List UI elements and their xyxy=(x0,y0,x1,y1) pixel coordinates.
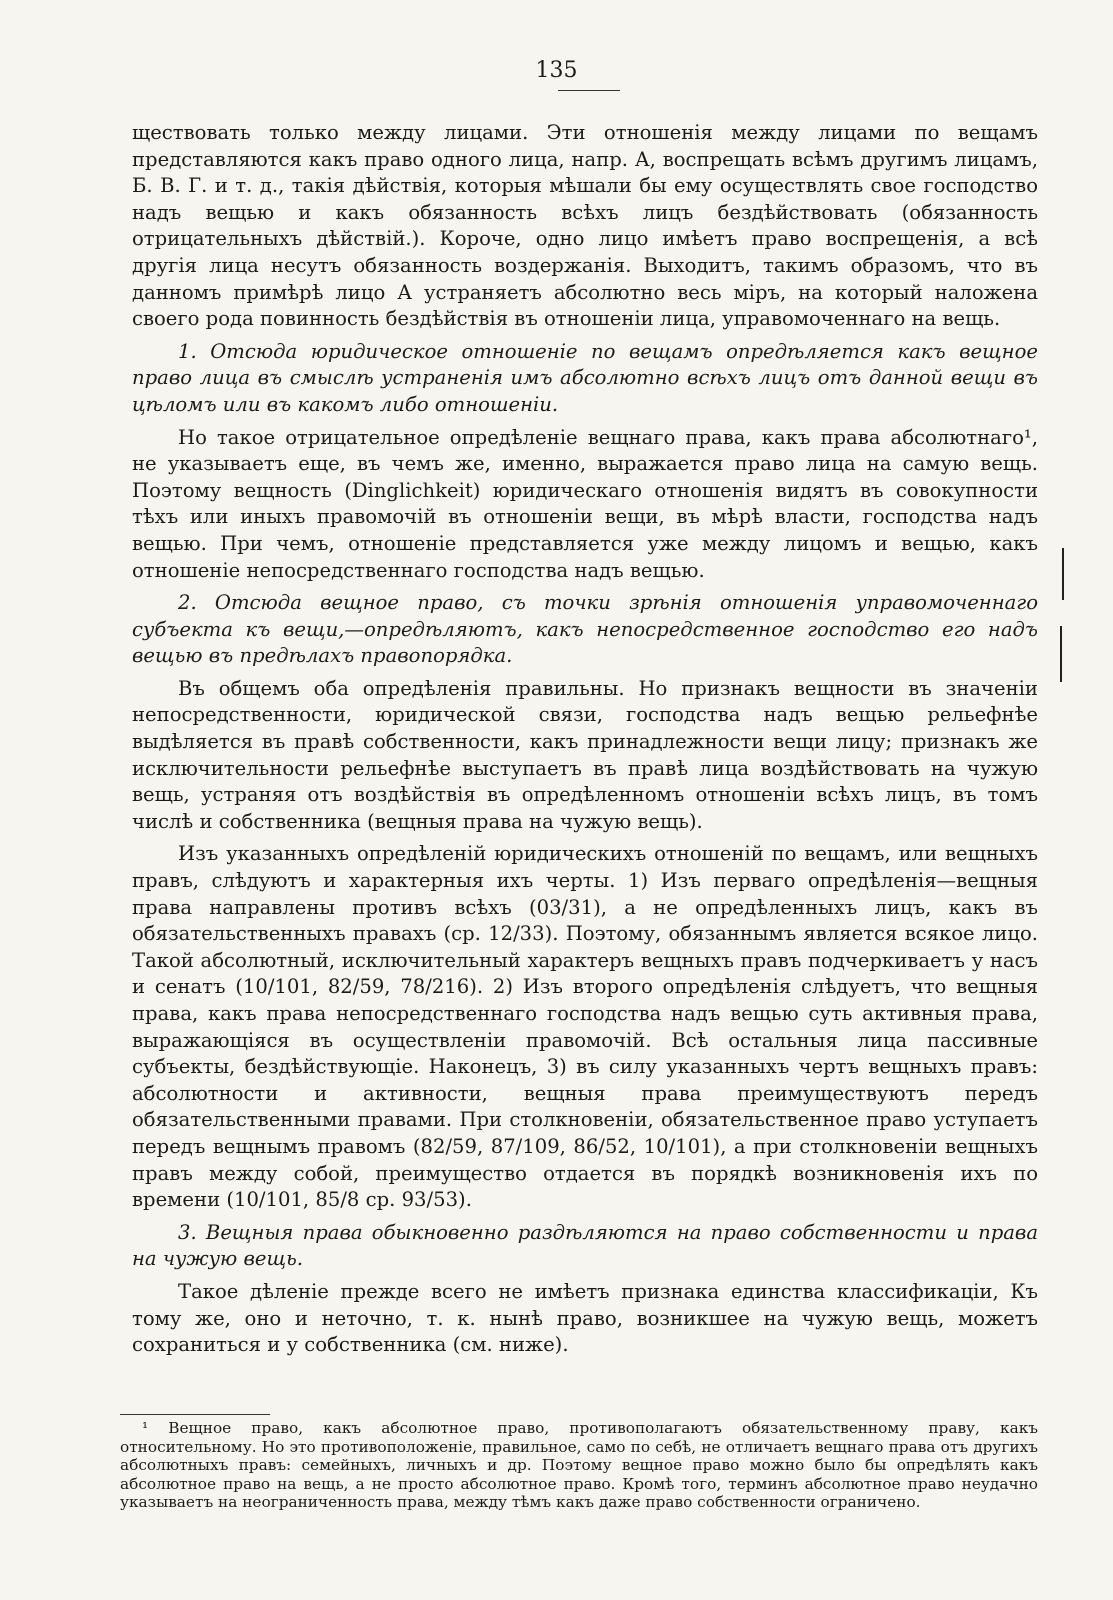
paragraph-4: 2. Отсюда вещное право, съ точки зрѣнія отношенія управомоченнаго субъекта къ вещи,—опредѣляютъ, какъ непосредственное господство его надъ вещью въ предѣлахъ правопорядка. xyxy=(132,591,1038,668)
paragraph-2: 1. Отсюда юридическое отношеніе по вещамъ опредѣляется какъ вещное право лица въ смыслѣ устраненія имъ абсолютно всѣхъ лицъ отъ данной вещи въ цѣломъ или въ какомъ либо отношеніи. xyxy=(132,339,1038,416)
paragraph-7: 3. Вещныя права обыкновенно раздѣляются на право собственности и права на чужую вещь. xyxy=(132,1220,1038,1271)
page-number: 135 xyxy=(535,58,578,83)
paragraph-6: Изъ указанныхъ опредѣленій юридическихъ отношеній по вещамъ, или вещныхъ правъ, слѣдуютъ и характерныя ихъ черты. 1) Изъ перваго опредѣленія—вещныя права направлены противъ всѣхъ (03/31), а не опредѣленныхъ лицъ, какъ въ обязательственныхъ правахъ (ср. 12/33). Поэтому, обязаннымъ является всякое лицо. Такой абсолютный, исключительный характеръ вещныхъ правъ подчеркиваетъ у насъ и сенатъ (10/101, 82/59, 78/216). 2) Изъ второго опредѣленія слѣдуетъ, что вещныя права, какъ права непосредственнаго господства надъ вещью суть активныя права, выражающіяся въ осуществленіи правомочій. Всѣ остальныя лица пассивные субъекты, бездѣйствующіе. Наконецъ, 3) въ силу указанныхъ чертъ вещныхъ правъ: абсолютности и активности, вещныя права преимуществуютъ передъ обязательственными правами. При столкновеніи, обязательственное право уступаетъ передъ вещнымъ правомъ (82/59, 87/109, 86/52, 10/101), а при столкновеніи вещныхъ правъ между собой, преимущество отдается въ порядкѣ возникновенія ихъ по времени (10/101, 85/8 ср. 93/53). xyxy=(132,842,1038,1212)
margin-mark-1 xyxy=(1062,548,1064,600)
paragraph-3: Но такое отрицательное опредѣленіе вещнаго права, какъ права абсолютнаго¹, не указываетъ еще, въ чемъ же, именно, выражается право лица на самую вещь. Поэтому вещность (Dinglichkeit) юридическаго отношенія видятъ въ совокупности тѣхъ или иныхъ правомочій въ отношеніи вещи, въ мѣрѣ власти, господства надъ вещью. При чемъ, отношеніе представляется уже между лицомъ и вещью, какъ отношеніе непосредственнаго господства надъ вещью. xyxy=(132,425,1038,582)
footnote-1: ¹ Вещное право, какъ абсолютное право, противополагаютъ обязательственному праву, какъ относительному. Но это противоположеніе, правильное, само по себѣ, не отличаетъ вещнаго права отъ другихъ абсолютныхъ правъ: семейныхъ, личныхъ и др. Поэтому вещное право можно было бы опредѣлять какъ абсолютное право на вещь, а не просто абсолютное право. Кромѣ того, терминъ абсолютное право неудачно указываетъ на неограниченность права, между тѣмъ какъ даже право собственности ограничено. xyxy=(120,1419,1038,1512)
margin-mark-2 xyxy=(1060,626,1062,682)
footnote-rule xyxy=(120,1414,270,1415)
page-number-underline xyxy=(558,90,620,91)
paragraph-1: ществовать только между лицами. Эти отношенія между лицами по вещамъ представляются какъ право одного лица, напр. А, воспрещать всѣмъ другимъ лицамъ, Б. В. Г. и т. д., такія дѣйствія, которыя мѣшали бы ему осуществлять свое господство надъ вещью и какъ обязанность всѣхъ лицъ бездѣйствовать (обязанность отрицательныхъ дѣйствій.). Короче, одно лицо имѣетъ право воспрещенія, а всѣ другія лица несутъ обязанность воздержанія. Выходитъ, такимъ образомъ, что въ данномъ примѣрѣ лицо А устраняетъ абсолютно весь міръ, на который наложена своего рода повинность бездѣйствія въ отношеніи лица, управомоченнаго на вещь. xyxy=(132,121,1038,331)
paragraph-5: Въ общемъ оба опредѣленія правильны. Но признакъ вещности въ значеніи непосредственности, юридической связи, господства надъ вещью рельефнѣе выдѣляется въ правѣ собственности, какъ принадлежности вещи лицу; признакъ же исключительности рельефнѣе выступаетъ въ правѣ лица воздѣйствовать на чужую вещь, устраняя отъ воздѣйствія въ опредѣленномъ отношеніи всѣхъ лицъ, въ томъ числѣ и собственника (вещныя права на чужую вещь). xyxy=(132,676,1038,833)
footnotes xyxy=(120,1414,1038,1512)
page-body xyxy=(132,120,1038,1365)
paragraph-8: Такое дѣленіе прежде всего не имѣетъ признака единства классификаціи, Къ тому же, оно и неточно, т. к. нынѣ право, возникшее на чужую вещь, можетъ сохраниться и у собственника (см. ниже). xyxy=(132,1279,1038,1357)
